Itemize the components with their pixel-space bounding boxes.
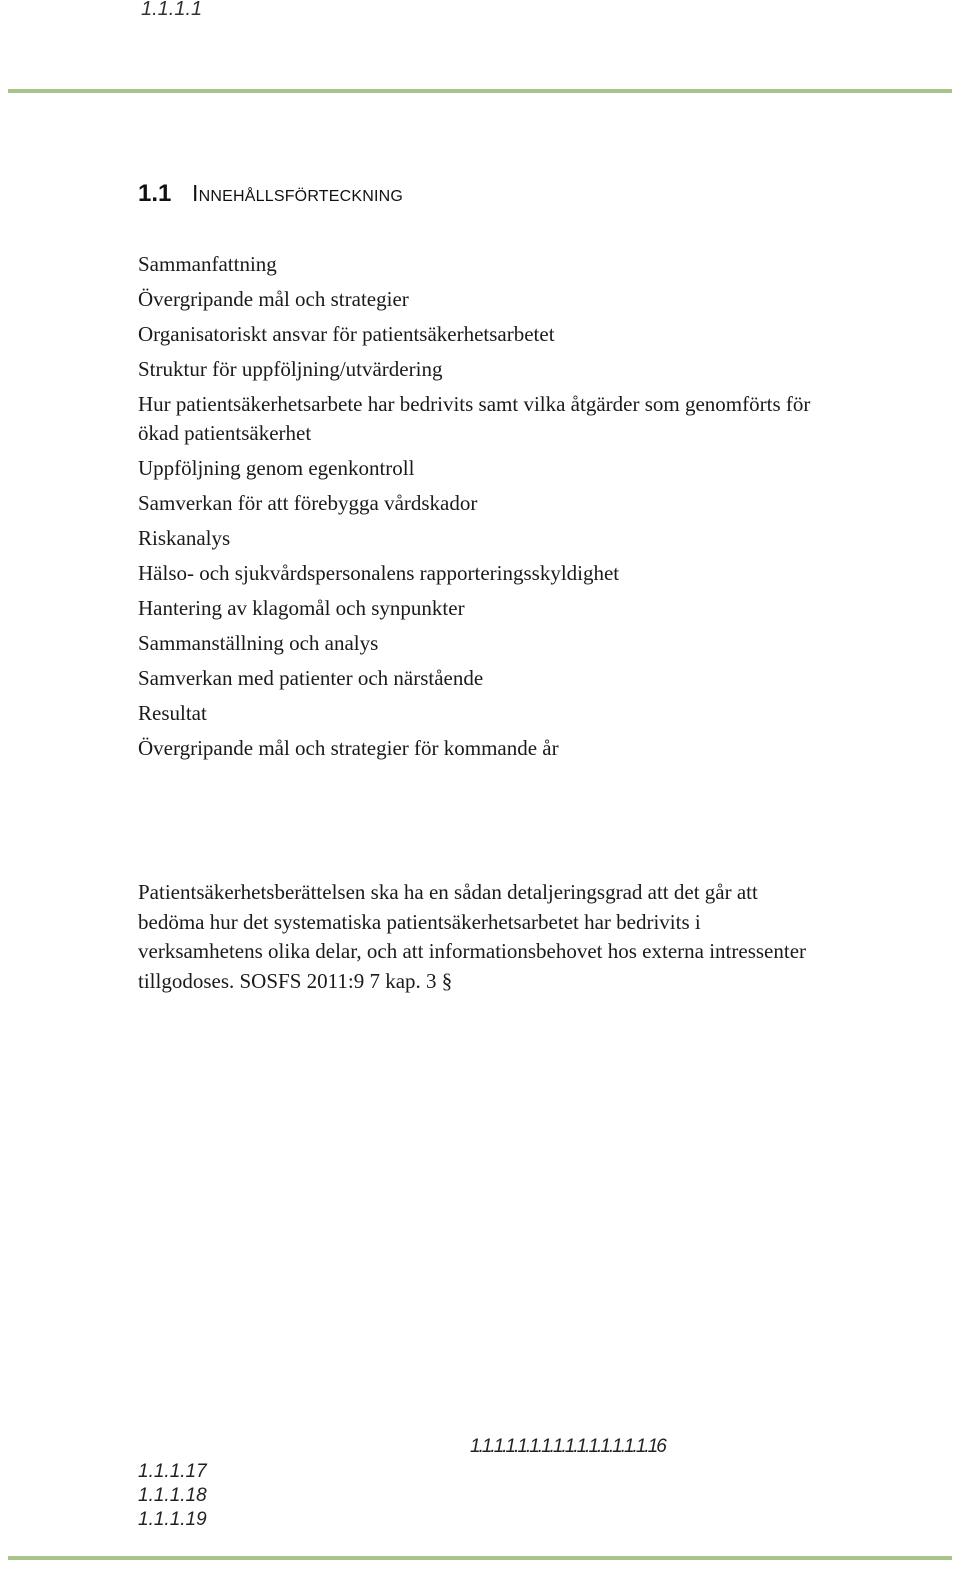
toc-item: Organisatoriskt ansvar för patientsäkerhetsarbetet: [138, 322, 555, 346]
section-number: 1.1: [138, 180, 172, 207]
section-heading: [138, 180, 403, 208]
overlapping-number-label: 1.1.1.1.1.1.1.1.1.1.1.1.1.1.1.16: [470, 1436, 665, 1457]
bottom-divider: [8, 1556, 952, 1560]
toc-item: Samverkan med patienter och närstående: [138, 666, 484, 690]
toc-item: Riskanalys: [138, 526, 231, 550]
toc-item: Sammanfattning: [138, 252, 277, 276]
toc-item: Resultat: [138, 701, 207, 725]
footer-number: 1.1.1.19: [138, 1509, 207, 1530]
toc-item: Hur patientsäkerhetsarbete har bedrivits samt vilka åtgärder som genomförts för ökad patientsäkerhet: [138, 392, 811, 445]
table-of-contents: [138, 250, 838, 769]
regulation-note: Patientsäkerhetsberättelsen ska ha en sådan detaljeringsgrad att det går att bedöma hur det systematiska patientsäkerhetsarbetet har bedrivits i verksamhetens olika delar, och att informationsbehovet hos externa intressenter tillgodoses. SOSFS 2011:9 7 kap. 3 §: [138, 880, 807, 993]
footer-number: 1.1.1.18: [138, 1485, 207, 1506]
toc-item: Struktur för uppföljning/utvärdering: [138, 357, 443, 381]
toc-item: Hälso- och sjukvårdspersonalens rapporteringsskyldighet: [138, 561, 620, 585]
toc-item: Övergripande mål och strategier för kommande år: [138, 736, 559, 760]
top-divider: [8, 89, 952, 93]
toc-item: Hantering av klagomål och synpunkter: [138, 596, 465, 620]
page-header-label: 1.1.1.1: [141, 0, 203, 20]
toc-item: Sammanställning och analys: [138, 631, 379, 655]
toc-item: Samverkan för att förebygga vårdskador: [138, 491, 478, 515]
toc-item: Uppföljning genom egenkontroll: [138, 456, 415, 480]
section-title: Innehållsförteckning: [192, 180, 404, 206]
footer-number: 1.1.1.17: [138, 1461, 207, 1482]
toc-item: Övergripande mål och strategier: [138, 287, 409, 311]
